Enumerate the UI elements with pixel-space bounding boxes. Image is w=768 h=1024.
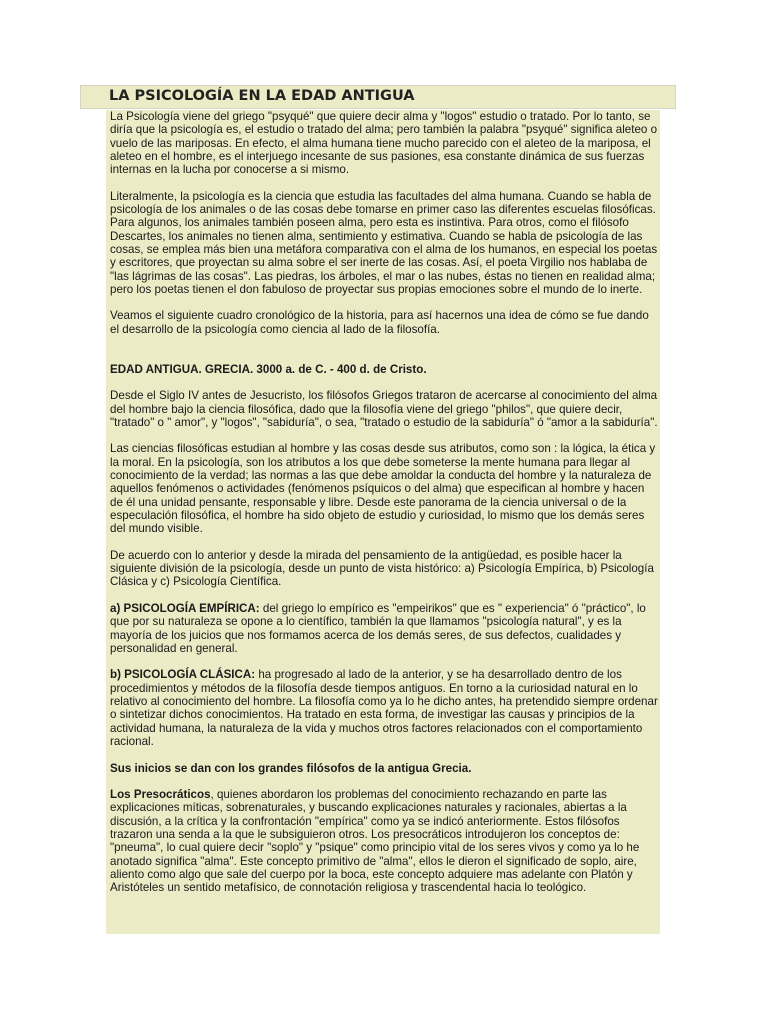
paragraph-greek-philosophers: Desde el Siglo IV antes de Jesucristo, los filósofos Griegos trataron de acercarse al conocimiento del alma del hombre bajo la ciencia filosófica, dado que la filosofía viene del griego "philos", que quiere decir, "tratado" o " amor", y "logos", "sabiduría", o sea, "tratado o estudio de la sabiduría" ó "amor a la sabiduría". — [110, 389, 658, 429]
paragraph-division: De acuerdo con lo anterior y desde la mirada del pensamiento de la antigüedad, es posible hacer la siguiente división de la psicología, desde un punto de vista histórico: a) Psicología Empírica, b) Psicología Clásica y c) Psicología Científica. — [110, 548, 654, 589]
text-presocratics: , quienes abordaron los problemas del conocimiento rechazando en parte las explicaciones míticas, sobrenaturales, y buscando explicaciones naturales y racionales, abiertas a la discusión, a la crítica y la confrontación "empírica" como ya se indicó anteriormente. Estos filósofos trazaron una senda a la que le subsiguieron otros. Los presocráticos introdujeron los conceptos de: "pneuma", lo cual quiere decir "soplo" y "psique" como principio vital de los seres vivos y como ya lo he anotado significa "alma". Este concepto primitivo de "alma", ellos le dieron el significado de soplo, aire, aliento como algo que sale del cuerpo por la boca, este concepto adquiere mas adelante con Platón y Aristóteles un sentido metafísico, de connotación religiosa y trascendental hacia lo teológico. — [110, 788, 640, 895]
paragraph-philosophical-sciences: Las ciencias filosóficas estudian al hombre y las cosas desde sus atributos, como son : la lógica, la ética y la moral. En la psicología, son los atributos a los que debe someterse la mente humana para llegar al conocimiento de la verdad; las normas a las que debe amoldar la conducta del hombre y la naturaleza de aquellos fenómenos o actividades (fenómenos psíquicos o del alma) que especifican al hombre y hacen de él una unidad pensante, responsable y libre. Desde este panorama de la ciencia universal o de la especulación filosófica, el hombre ha sido objeto de estudio y curiosidad, lo mismo que los demás seres del mundo visible. — [110, 442, 656, 536]
paragraph-empirical — [110, 602, 660, 655]
label-empirical: a) PSICOLOGÍA EMPÍRICA: — [110, 601, 260, 615]
title-band — [80, 85, 676, 109]
section-heading-greece: Sus inicios se dan con los grandes filósofos de la antigua Grecia. — [110, 761, 472, 775]
paragraph-classical — [110, 668, 660, 748]
paragraph-chronology-intro: Veamos el siguiente cuadro cronológico de la historia, para así hacernos una idea de cómo se fue dando el desarrollo de la psicología como ciencia al lado de la filosofía. — [110, 309, 649, 336]
section-heading-edad-antigua: EDAD ANTIGUA. GRECIA. 3000 a. de C. - 400 d. de Cristo. — [110, 362, 427, 376]
label-classical: b) PSICOLOGÍA CLÁSICA: — [110, 668, 256, 682]
text-empirical: del griego lo empírico es "empeirikos" que es " experiencia" ó "práctico", lo que por su naturaleza se opone a lo científico, también la que llamamos "psicología natural", y es la mayoría de los juicios que nos formamos acerca de los demás seres, de sus defectos, cualidades y personalidad en general. — [110, 601, 646, 655]
text-classical: ha progresado al lado de la anterior, y se ha desarrollado dentro de los procedimientos y métodos de la filosofía desde tiempos antiguos. En torno a la curiosidad natural en lo relativo al conocimiento del hombre. La filosofía como ya lo he dicho antes, ha pretendido siempre ordenar o sintetizar dichos conocimientos. Ha tratado en esta forma, de investigar las causas y principios de la actividad humana, la naturaleza de la vida y muchos otros factores relacionados con el comportamiento racional. — [110, 668, 658, 748]
label-presocratics: Los Presocráticos — [110, 788, 211, 802]
paragraph-etymology: La Psicología viene del griego "psyqué" que quiere decir alma y "logos" estudio o tratado. Por lo tanto, se diría que la psicología es, el estudio o tratado del alma; pero también la palabra "psyqué" significa aleteo o vuelo de las mariposas. En efecto, el alma humana tiene mucho parecido con el aleteo de la mariposa, el aleteo en el hombre, es el interjuego incesante de sus pasiones, esa constante dinámica de sus fuerzas internas en la lucha por conocerse a si mismo. — [110, 110, 658, 177]
article-body — [106, 110, 660, 934]
paragraph-definition: Literalmente, la psicología es la ciencia que estudia las facultades del alma humana. Cuando se habla de psicología de los animales o de las cosas debe tomarse en primer caso las diferentes escuelas filosóficas. Para algunos, los animales también poseen alma, pero esta es instintiva. Para otros, como el filósofo Descartes, los animales no tienen alma, sentimiento y estimativa. Cuando se habla de psicología de las cosas, se emplea más bien una metáfora comparativa con el alma de los humanos, en especial los poetas y escritores, que proyectan su alma sobre el ser inerte de las cosas. Así, el poeta Virgilio nos hablaba de "las lágrimas de las cosas". Las piedras, los árboles, el mar o las nubes, éstas no tienen en realidad alma; pero los poetas tienen el don fabuloso de proyectar sus propias emociones sobre el mundo de lo inerte. — [110, 189, 658, 296]
paragraph-presocratics — [110, 788, 660, 894]
page-title: LA PSICOLOGÍA EN LA EDAD ANTIGUA — [109, 88, 415, 104]
